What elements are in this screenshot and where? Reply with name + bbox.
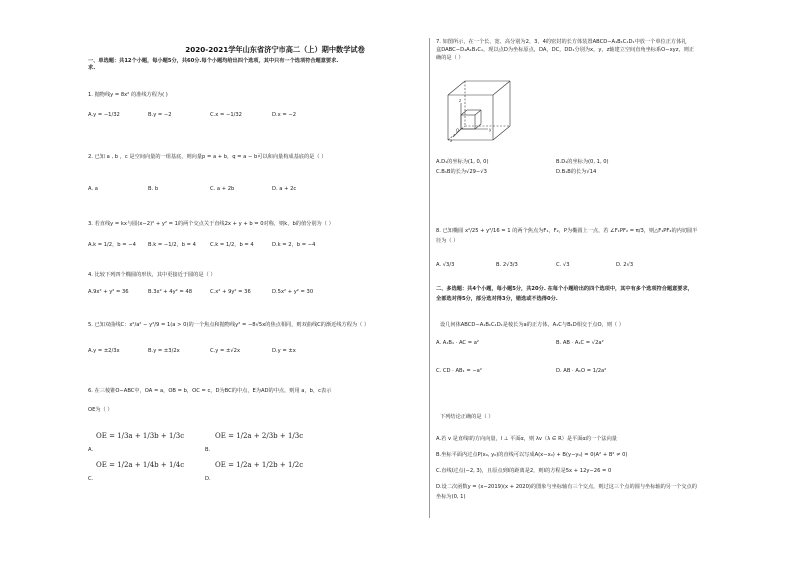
q3-option-a: A.k = 1/2，b = −4: [88, 242, 136, 248]
q7-option-c: C.B₁B的长为√29−√3: [436, 169, 487, 175]
q10-option-a: A.若 v 是直线l的方向向量，l ⊥ 平面α，则 λv（λ ∈ R）是平面α的一个法向量: [436, 436, 617, 442]
q6-option-c: C.: [88, 476, 94, 482]
q10-option-b: B.坐标平面内过点P(x₀, y₀)的直线可以写成A(x−x₀) + B(y−y₀) = 0(A² + B² ≠ 0): [436, 452, 628, 458]
page-title: 2020-2021学年山东省济宁市高二（上）期中数学试卷: [185, 45, 365, 54]
q7-option-b: B.D₁的坐标为(0, 1, 0): [556, 159, 609, 165]
cube-edge: [448, 81, 465, 95]
q10-option-d-cont: 坐标为(0, 1): [436, 494, 466, 500]
unit-cube-edge: [475, 110, 481, 115]
q8-option-a: A. √3/3: [436, 262, 455, 268]
q5-option-d: D.y = ±x: [272, 348, 296, 354]
q3-option-c: C.k = 1/2，b = 4: [210, 242, 254, 248]
section-1-header: 一、单选题：共12个小题，每小题5分，共60分.每个小题均给出四个选项，其中只有一个选项符合题意要求.: [88, 58, 339, 64]
q6-option-d-expression: OE = 1/2a + 1/2b + 1/2c: [215, 461, 304, 469]
unit-cube-edge: [475, 124, 481, 129]
q9-option-b: B. AB · A₁C = √2a²: [556, 340, 604, 346]
question-7-cont-2: 确的是（ ）: [436, 55, 464, 61]
q6-option-b: B.: [205, 447, 211, 453]
q4-option-d: D.5x² + y² = 30: [272, 289, 314, 295]
q9-option-d: D. AB · A₁O = 1/2a²: [556, 368, 607, 374]
axis-label-z: z: [459, 98, 462, 103]
question-1: 1. 抛物线y = 8x² 的准线方程为( ): [88, 92, 168, 98]
section-2-header-cont: 全部选对得5分，部分选对得3分，错选或不选得0分.: [436, 296, 558, 302]
question-3: 3. 若直线y = kx与圆(x−2)² + y² = 1的两个交点关于直线2x + y + b = 0对称，则k，b的值分别为（ ）: [88, 221, 334, 227]
q1-option-c: C.x = −1/32: [210, 112, 242, 118]
q8-option-c: C. √3: [556, 262, 570, 268]
q9-option-c: C. CD · AB₁ = −a²: [436, 368, 482, 374]
q6-option-b-expression: OE = 1/2a + 2/3b + 1/3c: [215, 432, 304, 440]
q5-option-b: B.y = ±3/2x: [148, 348, 180, 354]
q5-option-a: A.y = ±2/3x: [88, 348, 120, 354]
q2-option-d: D. a + 2c: [272, 186, 297, 192]
q6-option-d: D.: [205, 476, 211, 482]
q10-option-c: C.直线l过点(−2, 3)，且原点到l的距离是2，则l的方程是5x + 12y−26 = 0: [436, 468, 612, 474]
q1-option-d: D.x = −2: [272, 112, 297, 118]
question-7: 7. 如图所示，在一个长、宽、高分别为2、3、4的密封的长方体装置ABCD−A₁B₁C₁D₁中放一个单位正方体礼: [436, 39, 687, 45]
q4-option-c: C.x² + 9y² = 36: [210, 289, 251, 295]
question-6: 6. 在三棱锥O−ABC中，OA = a，OB = b，OC = c，D为BC的中点，E为AD的中点，则用 a，b，c表示: [88, 388, 332, 394]
column-divider: [429, 38, 430, 518]
axis-label-x: x: [450, 138, 453, 143]
question-7-cont-1: 盒DABC−D₁A₁B₁C₁，现以点D为坐标原点，DA，DC，DD₁分别为x，y，z轴建立空间直角坐标系O−xyz，则正: [436, 47, 695, 53]
unit-cube-edge: [461, 110, 467, 115]
q4-option-a: A.9x² + y² = 36: [88, 289, 129, 295]
q2-option-b: B. b: [148, 186, 159, 192]
question-5: 5. 已知双曲线C：x²/a² − y²/9 = 1(a > 0)的一个焦点和抛物线y² = −8√5x的焦点相同，则双曲线C的渐近线方程为（ ）: [88, 322, 370, 328]
question-8-cont: 径为（ ）: [436, 238, 459, 244]
q3-option-d: D.k = 2，b = −4: [272, 242, 316, 248]
cuboid-figure: [443, 75, 523, 147]
q7-option-d: D.B₁B的长为√14: [556, 169, 597, 175]
unit-cube: [461, 115, 475, 129]
cube-edge: [493, 81, 510, 95]
q1-option-a: A.y = −1/32: [88, 112, 120, 118]
q6-option-c-expression: OE = 1/2a + 1/4b + 1/4c: [96, 461, 185, 469]
origin-label: O: [456, 128, 460, 133]
q1-option-b: B.y = −2: [148, 112, 172, 118]
q8-option-d: D. 2√3: [616, 262, 634, 268]
axis-label-y: y: [489, 127, 492, 132]
question-2: 2. 已知 a , b ，c 是空间向量的一组基底，则向量p = a + b，q = a − b可以和向量构成基底的是（ ）: [88, 154, 327, 160]
q9-option-a: A. A₁B₁ · AC = a²: [436, 340, 479, 346]
q6-option-a: A.: [88, 447, 94, 453]
question-8: 8. 已知椭圆 x²/25 + y²/16 = 1 的两个焦点为F₁，F₂，P为椭圆上一点，若 ∠F₁PF₂ = π/3，则△F₁PF₂的内切圆半: [436, 228, 698, 234]
question-4: 4. 比较下列四个椭圆的形状，其中更接近于圆的是（ ）: [88, 272, 216, 278]
q10-option-d: D.设二次函数y = (x−2019)(x + 2020)的图象与坐标轴有三个交点，则过这三个点的圆与坐标轴的另一个交点的: [436, 484, 697, 490]
q7-option-a: A.D₁的坐标为(1, 0, 0): [436, 159, 489, 165]
question-6-cont: OE为（ ）: [88, 407, 113, 413]
section-2-header: 二、多选题：共4个小题，每小题5分，共20分. 在每个小题给出的四个选项中，其中有多个选项符合题意要求，: [436, 286, 693, 292]
q6-option-a-expression: OE = 1/3a + 1/3b + 1/3c: [96, 432, 185, 440]
q4-option-b: B.3x² + 4y² = 48: [148, 289, 192, 295]
q8-option-b: B. 2√3/3: [496, 262, 518, 268]
question-9: 设几何体ABCD−A₁B₁C₁D₁是棱长为a的正方体，A₁C与B₁D相交于点O，则（ ）: [440, 322, 624, 328]
q5-option-c: C.y = ±√2x: [210, 348, 241, 354]
q2-option-c: C. a + 2b: [210, 186, 235, 192]
q3-option-b: B.k = −1/2，b = 4: [148, 242, 196, 248]
section-1-header-cont: 求.: [88, 65, 96, 71]
question-10: 下列结论正确的是（ ）: [440, 414, 494, 420]
q2-option-a: A. a: [88, 186, 98, 192]
cube-edge: [493, 126, 510, 140]
